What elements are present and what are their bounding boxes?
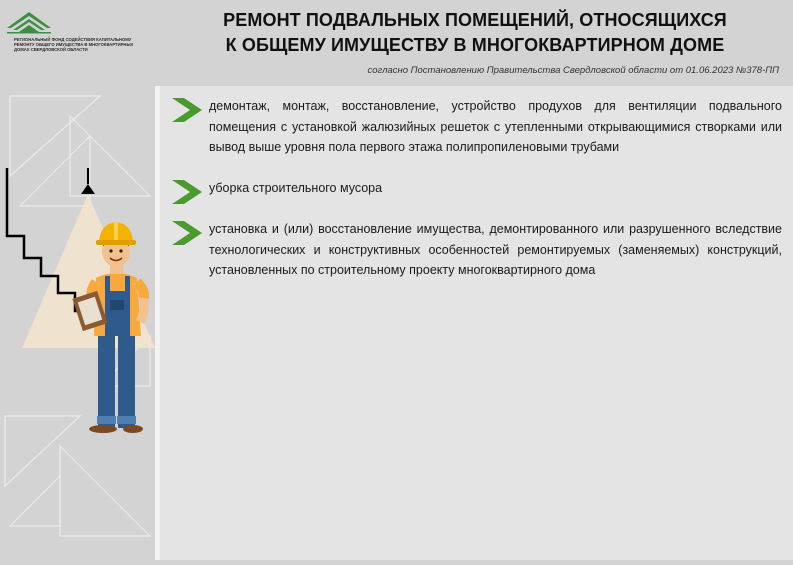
illustration-panel [0,86,160,560]
house-logo-icon [5,6,65,34]
list-item [172,96,782,158]
content-panel [160,86,793,560]
title-line-2: К ОБЩЕМУ ИМУЩЕСТВУ В МНОГОКВАРТИРНОМ ДОМЕ [225,35,725,55]
green-arrow-icon [172,180,204,204]
logo [5,6,145,54]
title-line-1: РЕМОНТ ПОДВАЛЬНЫХ ПОМЕЩЕНИЙ, ОТНОСЯЩИХСЯ [223,10,727,30]
green-arrow-icon [172,221,204,245]
worker-illustration [0,86,160,560]
logo-text: РЕГИОНАЛЬНЫЙ ФОНД СОДЕЙСТВИЯ КАПИТАЛЬНОМУ РЕМОНТУ ОБЩЕГО ИМУЩЕСТВА В МНОГОКВАРТИРНЫХ ДОМАХ СВЕРДЛОВСКОЙ ОБЛАСТИ [14,37,134,52]
list-item-text: уборка строительного мусора [209,181,383,195]
list-item [172,178,782,199]
header [0,0,793,86]
list-item [172,219,782,281]
list-item-text: установка и (или) восстановление имущества, демонтированного или разрушенного вследствие технологических и конструктивных особенностей ремонтируемых (заменяемых) конструкций, установленных по строительному проекту многоквартирного дома [209,222,782,277]
subtitle: согласно Постановлению Правительства Свердловской области от 01.06.2023 №378-ПП [367,65,779,76]
page-title [175,8,775,58]
green-arrow-icon [172,98,204,122]
list-item-text: демонтаж, монтаж, восстановление, устройство продухов для вентиляции подвального помещения с установкой жалюзийных решеток с утепленными открывающимися створками или вывод выше уровня пола первого этажа полипропиленовыми трубами [209,99,782,154]
